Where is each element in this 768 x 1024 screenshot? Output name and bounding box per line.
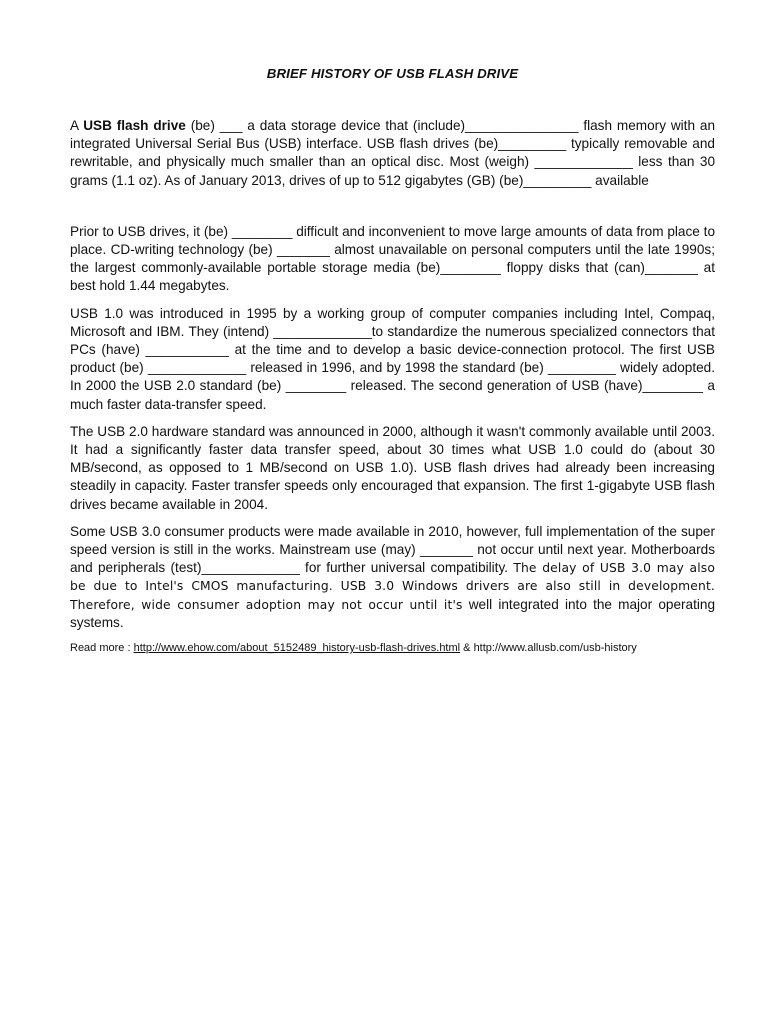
paragraph-5-part-2: The delay of USB 3.0 may also be due to Intel's CMOS manufacturing. USB 3.0 Windows drivers are also still in development. Therefore, wide consumer adoption may not occur until it's (70, 561, 715, 612)
paragraph-5 (70, 523, 715, 632)
paragraph-1-lead: A (70, 118, 84, 133)
paragraph-4: The USB 2.0 hardware standard was announced in 2000, although it wasn't commonly available until 2003. It had a significantly faster data transfer speed, about 30 times what USB 1.0 could do (about 30 MB/second, as opposed to 1 MB/second on USB 1.0). USB flash drives had already been increasing steadily in capacity. Faster transfer speeds only encouraged that expansion. The first 1-gigabyte USB flash drives became available in 2004. (70, 423, 715, 512)
paragraph-3: USB 1.0 was introduced in 1995 by a working group of computer companies including Intel, Compaq, Microsoft and IBM. They (intend) _____________to standardize the numerous specialized connectors that PCs (have) ___________ at the time and to develop a basic device-connection protocol. The first USB product (be) _____________ released in 1996, and by 1998 the standard (be) _________ widely adopted. In 2000 the USB 2.0 standard (be) ________ released. The second generation of USB (have)________ a much faster data-transfer speed. (70, 305, 715, 412)
paragraph-5-part-1: Some USB 3.0 consumer products were made available in 2010, however, full implementation of the super speed version is still in the works. Mainstream use (may) _______ not occur until next year. Motherboards and peripherals (test)_____________ for further universal compatibility. (70, 523, 715, 576)
document-page (70, 66, 715, 656)
read-more-separator: & (460, 642, 474, 655)
document-title: BRIEF HISTORY OF USB FLASH DRIVE (266, 66, 519, 81)
paragraph-1-text: (be) ___ a data storage device that (include)_______________ flash memory with an integrated Universal Serial Bus (USB) interface. USB flash drives (be)_________ typically removable and rewritable, and physically much smaller than an optical disc. Most (weigh) _____________ less than 30 grams (1.1 oz). As of January 2013, drives of up to 512 gigabytes (GB) (be)_________ available (70, 118, 716, 188)
read-more-link-allusb: http://www.allusb.com/usb-history (473, 642, 637, 655)
paragraph-1-term: USB flash drive (83, 118, 186, 133)
paragraph-2: Prior to USB drives, it (be) ________ difficult and inconvenient to move large amounts of data from place to place. CD-writing technology (be) _______ almost unavailable on personal computers until the late 1990s; the largest commonly-available portable storage media (be)________ floppy disks that (can)_______ at best hold 1.44 megabytes. (70, 223, 715, 294)
paragraph-5-part-3: well integrated into the major operating systems. (70, 596, 716, 630)
paragraph-1 (70, 117, 715, 190)
read-more-link-ehow[interactable]: http://www.ehow.com/about_5152489_history-usb-flash-drives.html (133, 642, 461, 655)
read-more (70, 641, 715, 656)
read-more-label: Read more : (70, 642, 134, 655)
